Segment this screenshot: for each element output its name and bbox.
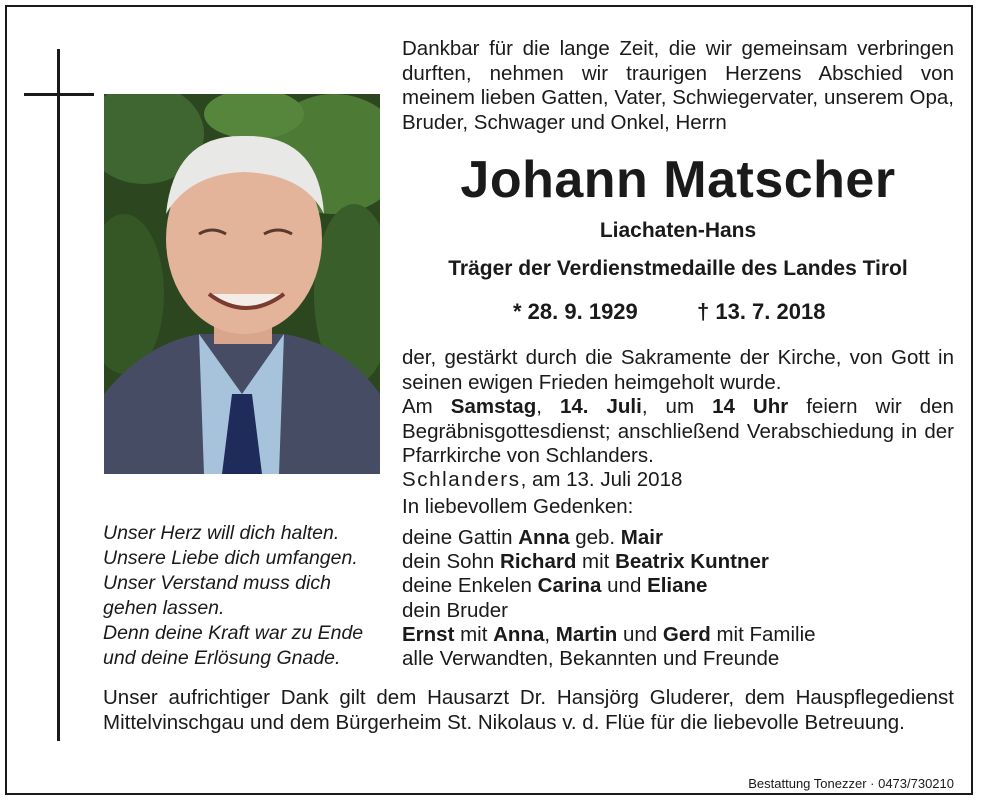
poem-line: Unser Verstand muss dich — [103, 572, 331, 594]
poem-line: Denn deine Kraft war zu Ende — [103, 622, 364, 644]
mourner-name: Eliane — [647, 574, 708, 598]
mourners-heading: In liebevollem Gedenken: — [402, 495, 634, 518]
mourner-name: Beatrix Kuntner — [615, 550, 769, 574]
mourner-text: alle Verwandten, Bekannten und Freunde — [402, 647, 780, 671]
service-text: , — [536, 395, 542, 418]
deceased-name: Johann Matscher — [460, 151, 896, 209]
poem — [103, 521, 393, 671]
place-town: Schlanders — [402, 468, 521, 491]
mourner-line — [402, 623, 816, 647]
poem-line: gehen lassen. — [103, 597, 225, 619]
cross-icon-bar — [24, 93, 94, 96]
service-text: Am — [402, 395, 433, 418]
mourner-text: dein Bruder — [402, 598, 508, 622]
mourner-line — [402, 647, 816, 671]
mourner-name: Anna — [518, 526, 570, 549]
place-date — [402, 468, 682, 492]
mourner-text: geb. — [569, 526, 621, 549]
service-date: 14. Juli — [559, 395, 642, 418]
poem-line: und deine Erlösung Gnade. — [103, 647, 341, 669]
funeral-home-credit: Bestattung Tonezzer · 0473/730210 — [748, 776, 954, 791]
mourner-text: deine Gattin — [402, 526, 519, 549]
intro-paragraph: Dankbar für die lange Zeit, die wir gemeinsam verbringen durften, nehmen wir traurigen Herzens Abschied von meinem lieben Gatten, Vater, Schwiegervater, unserem Opa, Bruder, Schwager und Onkel, Herrn — [402, 37, 954, 134]
mourner-name: Anna — [493, 622, 545, 646]
death-date: † 13. 7. 2018 — [697, 299, 826, 324]
mourner-name: Mair — [620, 526, 663, 549]
birth-date: * 28. 9. 1929 — [513, 299, 638, 324]
poem-line: Unser Herz will dich halten. — [103, 522, 340, 544]
mourner-text: deine Enkelen — [402, 574, 538, 598]
place-date-text: , am 13. Juli 2018 — [520, 468, 683, 491]
mourner-name: Martin — [555, 622, 618, 646]
service-time: 14 Uhr — [712, 395, 789, 418]
cross-icon — [57, 49, 60, 741]
portrait-photo — [104, 94, 380, 474]
mourner-line — [402, 574, 816, 598]
mourner-line — [402, 599, 816, 623]
mourner-name: Richard — [500, 550, 577, 574]
mourner-text: dein Sohn — [402, 550, 501, 574]
nickname: Liachaten-Hans — [599, 219, 757, 242]
mourner-text: mit — [576, 550, 616, 574]
mourners-list — [402, 526, 816, 671]
service-intro: der, gestärkt durch die Sakramente der Kirche, von Gott in seinen ewigen Frieden heimgeholt wurde. — [402, 346, 954, 394]
mourner-name: Gerd — [662, 622, 711, 646]
thanks-paragraph: Unser aufrichtiger Dank gilt dem Hausarzt Dr. Hansjörg Gluderer, dem Hauspflegedienst Mittelvinschgau und dem Bürgerheim St. Nikolaus v. d. Flüe für die liebevolle Betreuung. — [103, 686, 954, 734]
mourner-line — [402, 550, 816, 574]
mourner-name: Ernst — [402, 622, 455, 646]
mourner-text: mit Familie — [710, 622, 816, 646]
honor-title: Träger der Verdienstmedaille des Landes Tirol — [448, 257, 908, 280]
mourner-text: mit — [454, 622, 494, 646]
poem-line: Unsere Liebe dich umfangen. — [103, 547, 358, 569]
service-text: feiern wir den Begräbnisgottesdienst; anschließend Verabschiedung in der Pfarrkirche von Schlanders. — [402, 395, 954, 467]
mourner-name: Carina — [537, 574, 602, 598]
service-text: , um — [641, 395, 695, 418]
mourner-line — [402, 526, 816, 550]
mourner-text: und — [617, 622, 663, 646]
mourner-text: , — [544, 622, 556, 646]
mourner-text: und — [601, 574, 648, 598]
service-paragraph — [402, 346, 954, 469]
service-day: Samstag — [450, 395, 537, 418]
